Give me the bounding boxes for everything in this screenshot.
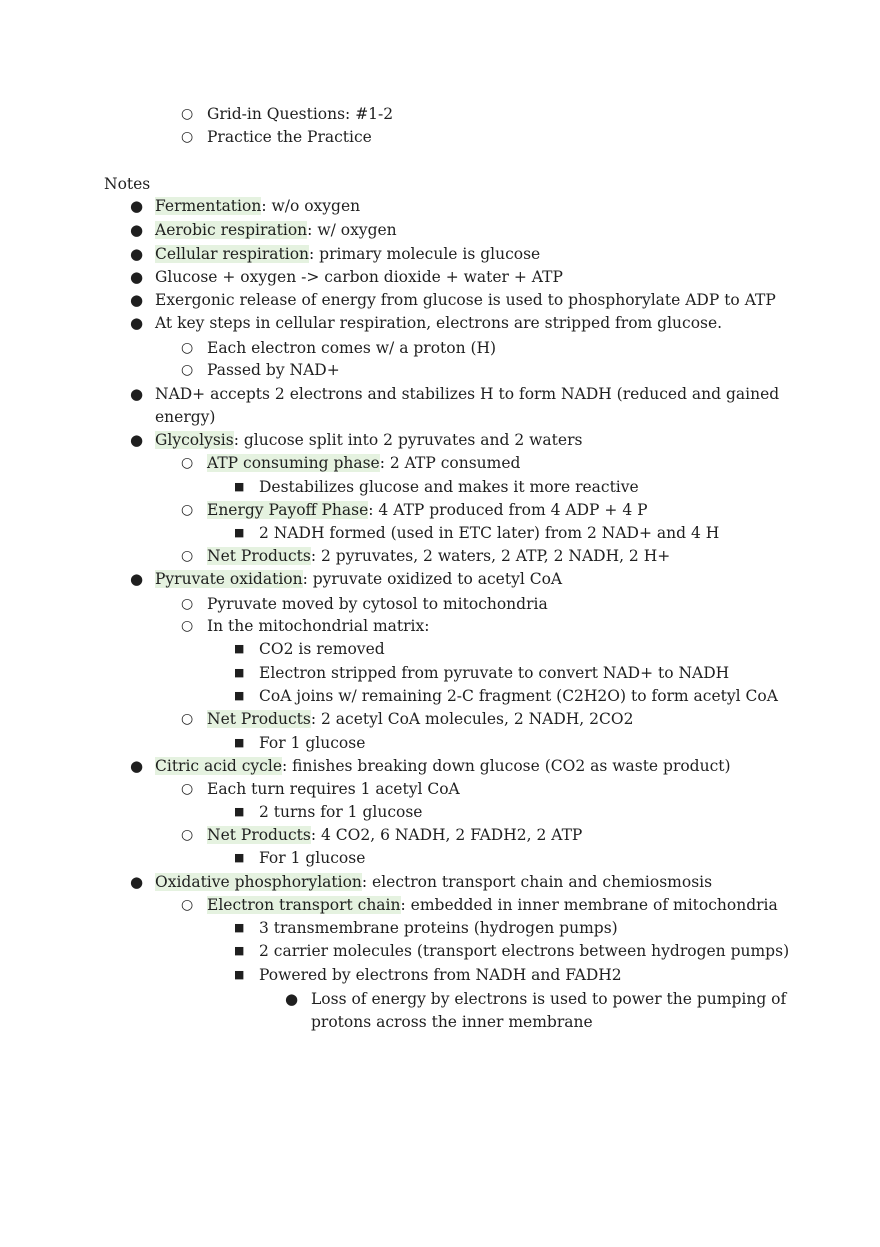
list-item: Each turn requires 1 acetyl CoA xyxy=(207,780,460,798)
definition-text: : 2 pyruvates, 2 waters, 2 ATP, 2 NADH, 2 H+ xyxy=(310,547,671,565)
hollow-bullet-icon: ○ xyxy=(181,129,194,145)
list-item: Grid-in Questions: #1-2 xyxy=(207,105,394,123)
list-item: Loss of energy by electrons is used to power the pumping of xyxy=(311,990,787,1008)
bullet-icon: ● xyxy=(130,570,144,588)
list-item xyxy=(155,219,397,241)
notes-heading: Notes xyxy=(104,175,151,193)
square-bullet-icon: ■ xyxy=(234,851,245,864)
hollow-bullet-icon: ○ xyxy=(181,362,194,378)
list-item: 2 NADH formed (used in ETC later) from 2 NAD+ and 4 H xyxy=(259,524,720,542)
list-item: Glucose + oxygen -> carbon dioxide + water + ATP xyxy=(155,268,563,286)
hollow-bullet-icon: ○ xyxy=(181,340,194,356)
definition-text: : w/ oxygen xyxy=(307,221,397,239)
bullet-icon: ● xyxy=(285,990,299,1008)
list-item xyxy=(207,545,670,567)
bullet-icon: ● xyxy=(130,757,144,775)
list-item xyxy=(207,708,633,730)
list-item xyxy=(207,824,582,846)
list-item: Passed by NAD+ xyxy=(207,361,340,379)
list-item xyxy=(207,499,648,521)
hollow-bullet-icon: ○ xyxy=(181,618,194,634)
list-item xyxy=(155,195,360,217)
highlighted-term: Energy Payoff Phase xyxy=(207,501,369,519)
definition-text: : glucose split into 2 pyruvates and 2 waters xyxy=(233,431,583,449)
list-item xyxy=(155,568,562,590)
list-item: Practice the Practice xyxy=(207,128,372,146)
highlighted-term: Aerobic respiration xyxy=(155,221,308,239)
definition-text: : pyruvate oxidized to acetyl CoA xyxy=(302,570,563,588)
highlighted-term: ATP consuming phase xyxy=(207,454,380,472)
hollow-bullet-icon: ○ xyxy=(181,455,194,471)
highlighted-term: Cellular respiration xyxy=(155,245,310,263)
highlighted-term: Net Products xyxy=(207,826,311,844)
highlighted-term: Net Products xyxy=(207,710,311,728)
highlighted-term: Net Products xyxy=(207,547,311,565)
square-bullet-icon: ■ xyxy=(234,480,245,493)
square-bullet-icon: ■ xyxy=(234,968,245,981)
list-item: 3 transmembrane proteins (hydrogen pumps) xyxy=(259,919,618,937)
highlighted-term: Pyruvate oxidation xyxy=(155,570,303,588)
list-item xyxy=(155,755,731,777)
list-item: In the mitochondrial matrix: xyxy=(207,617,430,635)
square-bullet-icon: ■ xyxy=(234,689,245,702)
list-item: Electron stripped from pyruvate to convert NAD+ to NADH xyxy=(259,664,730,682)
list-item xyxy=(155,429,582,451)
hollow-bullet-icon: ○ xyxy=(181,897,194,913)
square-bullet-icon: ■ xyxy=(234,526,245,539)
highlighted-term: Citric acid cycle xyxy=(155,757,282,775)
bullet-icon: ● xyxy=(130,431,144,449)
hollow-bullet-icon: ○ xyxy=(181,502,194,518)
list-item: CoA joins w/ remaining 2-C fragment (C2H2O) to form acetyl CoA xyxy=(259,687,778,705)
bullet-icon: ● xyxy=(130,291,144,309)
list-item xyxy=(155,243,540,265)
bullet-icon: ● xyxy=(130,385,144,403)
square-bullet-icon: ■ xyxy=(234,921,245,934)
highlighted-term: Glycolysis xyxy=(155,431,234,449)
definition-text: : finishes breaking down glucose (CO2 as waste product) xyxy=(282,757,731,775)
list-item: 2 carrier molecules (transport electrons between hydrogen pumps) xyxy=(259,942,790,960)
highlighted-term: Electron transport chain xyxy=(207,896,401,914)
highlighted-term: Fermentation xyxy=(155,197,262,215)
bullet-icon: ● xyxy=(130,268,144,286)
definition-text: : w/o oxygen xyxy=(261,197,361,215)
square-bullet-icon: ■ xyxy=(234,736,245,749)
list-item: At key steps in cellular respiration, electrons are stripped from glucose. xyxy=(155,314,723,332)
list-item: Destabilizes glucose and makes it more reactive xyxy=(259,478,639,496)
list-item: Exergonic release of energy from glucose is used to phosphorylate ADP to ATP xyxy=(155,291,776,309)
bullet-icon: ● xyxy=(130,197,144,215)
list-item xyxy=(155,871,712,893)
hollow-bullet-icon: ○ xyxy=(181,596,194,612)
list-item xyxy=(207,894,778,916)
definition-text: : 2 acetyl CoA molecules, 2 NADH, 2CO2 xyxy=(310,710,634,728)
square-bullet-icon: ■ xyxy=(234,666,245,679)
bullet-icon: ● xyxy=(130,314,144,332)
list-item: For 1 glucose xyxy=(259,734,366,752)
square-bullet-icon: ■ xyxy=(234,805,245,818)
list-item-continuation: protons across the inner membrane xyxy=(311,1013,593,1031)
definition-text: : 2 ATP consumed xyxy=(379,454,521,472)
definition-text: : embedded in inner membrane of mitochondria xyxy=(400,896,778,914)
square-bullet-icon: ■ xyxy=(234,944,245,957)
hollow-bullet-icon: ○ xyxy=(181,827,194,843)
list-item: Powered by electrons from NADH and FADH2 xyxy=(259,966,622,984)
list-item: Pyruvate moved by cytosol to mitochondria xyxy=(207,595,548,613)
bullet-icon: ● xyxy=(130,221,144,239)
bullet-icon: ● xyxy=(130,873,144,891)
definition-text: : primary molecule is glucose xyxy=(309,245,541,263)
list-item: 2 turns for 1 glucose xyxy=(259,803,423,821)
highlighted-term: Oxidative phosphorylation xyxy=(155,873,362,891)
hollow-bullet-icon: ○ xyxy=(181,781,194,797)
list-item: Each electron comes w/ a proton (H) xyxy=(207,339,497,357)
square-bullet-icon: ■ xyxy=(234,642,245,655)
definition-text: : electron transport chain and chemiosmosis xyxy=(361,873,713,891)
list-item: NAD+ accepts 2 electrons and stabilizes H to form NADH (reduced and gained xyxy=(155,385,780,403)
list-item xyxy=(207,452,520,474)
list-item: CO2 is removed xyxy=(259,640,385,658)
hollow-bullet-icon: ○ xyxy=(181,548,194,564)
definition-text: : 4 CO2, 6 NADH, 2 FADH2, 2 ATP xyxy=(310,826,583,844)
definition-text: : 4 ATP produced from 4 ADP + 4 P xyxy=(368,501,648,519)
list-item: For 1 glucose xyxy=(259,849,366,867)
bullet-icon: ● xyxy=(130,245,144,263)
hollow-bullet-icon: ○ xyxy=(181,106,194,122)
hollow-bullet-icon: ○ xyxy=(181,711,194,727)
list-item-continuation: energy) xyxy=(155,408,216,426)
